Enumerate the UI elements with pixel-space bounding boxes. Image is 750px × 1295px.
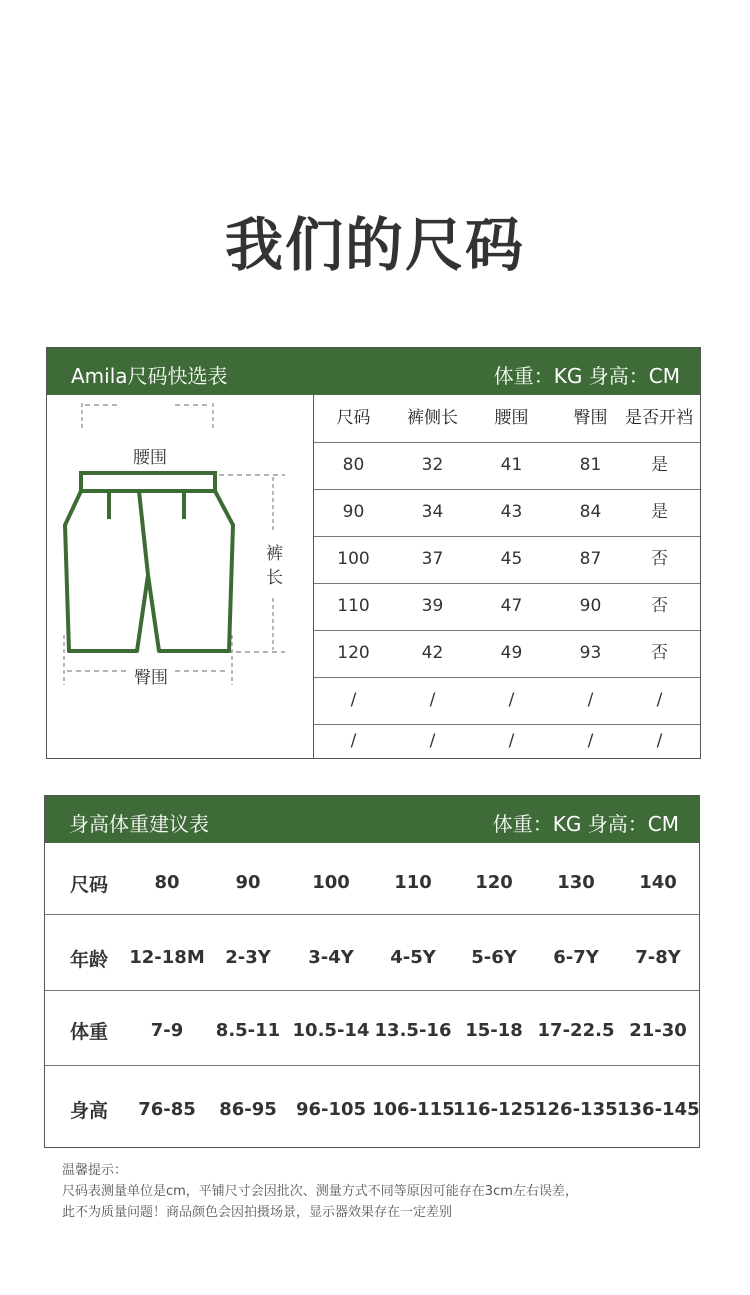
table-cell: 90 — [579, 596, 602, 616]
height-weight-title: 身高体重建议表 — [69, 812, 209, 836]
length-label-1: 裤 — [266, 544, 283, 564]
table-cell: 6-7Y — [553, 947, 599, 968]
table-cell: 41 — [500, 455, 523, 475]
size-grid — [314, 395, 700, 758]
table-cell: 86-95 — [219, 1099, 277, 1120]
table-cell: 7-8Y — [635, 947, 681, 968]
table-row — [314, 489, 700, 537]
table-cell: 21-30 — [629, 1020, 687, 1041]
table-cell: 96-105 — [295, 1099, 367, 1120]
table-cell: 37 — [421, 549, 444, 569]
table-cell: 10.5-14 — [292, 1020, 370, 1041]
table-row — [314, 724, 700, 758]
header-cell: 裤侧长 — [407, 408, 458, 428]
table-cell: 81 — [579, 455, 602, 475]
table-row — [314, 536, 700, 584]
table-row — [314, 630, 700, 678]
table-row — [45, 843, 699, 915]
table-cell: 15-18 — [465, 1020, 523, 1041]
table-cell: 110 — [337, 596, 370, 616]
size-chart-header — [47, 348, 700, 395]
height-weight-table — [44, 795, 700, 1148]
table-cell: 84 — [579, 502, 602, 522]
height-weight-units: 体重：KG 身高：CM — [492, 812, 679, 836]
table-cell: 8.5-11 — [215, 1020, 281, 1041]
size-chart-units: 体重：KG 身高：CM — [493, 364, 680, 388]
table-cell: 否 — [651, 549, 668, 569]
table-cell: 140 — [639, 872, 677, 893]
table-cell: 47 — [500, 596, 523, 616]
header-cell: 腰围 — [494, 408, 529, 428]
table-cell: / — [587, 731, 594, 751]
table-cell: / — [508, 690, 515, 710]
table-cell: / — [656, 690, 663, 710]
waist-label: 腰围 — [133, 448, 167, 468]
table-cell: 76-85 — [138, 1099, 196, 1120]
table-cell: 90 — [235, 872, 261, 893]
tips-note — [62, 1160, 578, 1223]
table-row — [314, 583, 700, 631]
table-cell: / — [429, 690, 436, 710]
header-cell: 臀围 — [573, 408, 608, 428]
table-cell: 12-18M — [129, 947, 205, 968]
table-cell: / — [508, 731, 515, 751]
table-cell: 49 — [500, 643, 523, 663]
shorts-diagram — [47, 395, 314, 759]
size-grid-header-row — [314, 395, 700, 443]
row-label: 尺码 — [70, 874, 109, 896]
table-cell: 2-3Y — [225, 947, 271, 968]
table-cell: 是 — [651, 502, 668, 522]
page-title: 我们的尺码 — [224, 211, 525, 279]
tips-heading: 温馨提示： — [62, 1163, 128, 1178]
table-row — [314, 442, 700, 490]
row-label: 年龄 — [70, 949, 109, 971]
table-cell: 否 — [651, 596, 668, 616]
row-label: 身高 — [70, 1100, 109, 1122]
table-cell: 116-125 — [453, 1099, 536, 1120]
hip-label: 臀围 — [134, 668, 168, 688]
table-cell: 100 — [337, 549, 370, 569]
header-cell: 是否开裆 — [625, 408, 693, 428]
table-cell: 39 — [421, 596, 444, 616]
table-cell: 130 — [557, 872, 595, 893]
table-cell: 45 — [500, 549, 523, 569]
table-cell: 42 — [421, 643, 444, 663]
table-cell: 5-6Y — [471, 947, 517, 968]
table-cell: 93 — [579, 643, 602, 663]
table-cell: 4-5Y — [390, 947, 436, 968]
height-weight-header — [45, 796, 699, 843]
size-chart-table — [46, 347, 701, 759]
size-chart-title: Amila尺码快选表 — [71, 364, 228, 388]
tips-line-2: 此不为质量问题！商品颜色会因拍摄场景，显示器效果存在一定差别 — [62, 1205, 453, 1220]
table-row — [45, 1066, 699, 1147]
table-cell: 120 — [475, 872, 513, 893]
table-row — [314, 677, 700, 725]
table-cell: / — [587, 690, 594, 710]
table-cell: 110 — [394, 872, 432, 893]
table-cell: 126-135 — [535, 1099, 618, 1120]
tips-line-1: 尺码表测量单位是cm，平铺尺寸会因批次、测量方式不同等原因可能存在3cm左右误差， — [62, 1184, 578, 1199]
table-cell: 120 — [337, 643, 370, 663]
row-label: 体重 — [70, 1021, 109, 1043]
header-cell: 尺码 — [336, 408, 371, 428]
table-cell: 80 — [342, 455, 365, 475]
table-cell: 否 — [651, 643, 668, 663]
table-cell: 100 — [312, 872, 350, 893]
table-cell: 80 — [154, 872, 180, 893]
table-cell: 17-22.5 — [537, 1020, 615, 1041]
table-cell: 是 — [651, 455, 668, 475]
table-cell: / — [429, 731, 436, 751]
table-row — [45, 915, 699, 991]
table-cell: 13.5-16 — [374, 1020, 452, 1041]
table-cell: 32 — [421, 455, 444, 475]
table-row — [45, 991, 699, 1066]
length-label-2: 长 — [266, 568, 283, 588]
table-cell: / — [350, 690, 357, 710]
table-cell: / — [350, 731, 357, 751]
table-cell: 43 — [500, 502, 523, 522]
table-cell: 87 — [579, 549, 602, 569]
table-cell: 7-9 — [150, 1020, 184, 1041]
table-cell: 136-145 — [617, 1099, 700, 1120]
table-cell: 34 — [421, 502, 444, 522]
table-cell: 106-115 — [372, 1099, 455, 1120]
table-cell: 3-4Y — [308, 947, 354, 968]
table-cell: 90 — [342, 502, 365, 522]
table-cell: / — [656, 731, 663, 751]
